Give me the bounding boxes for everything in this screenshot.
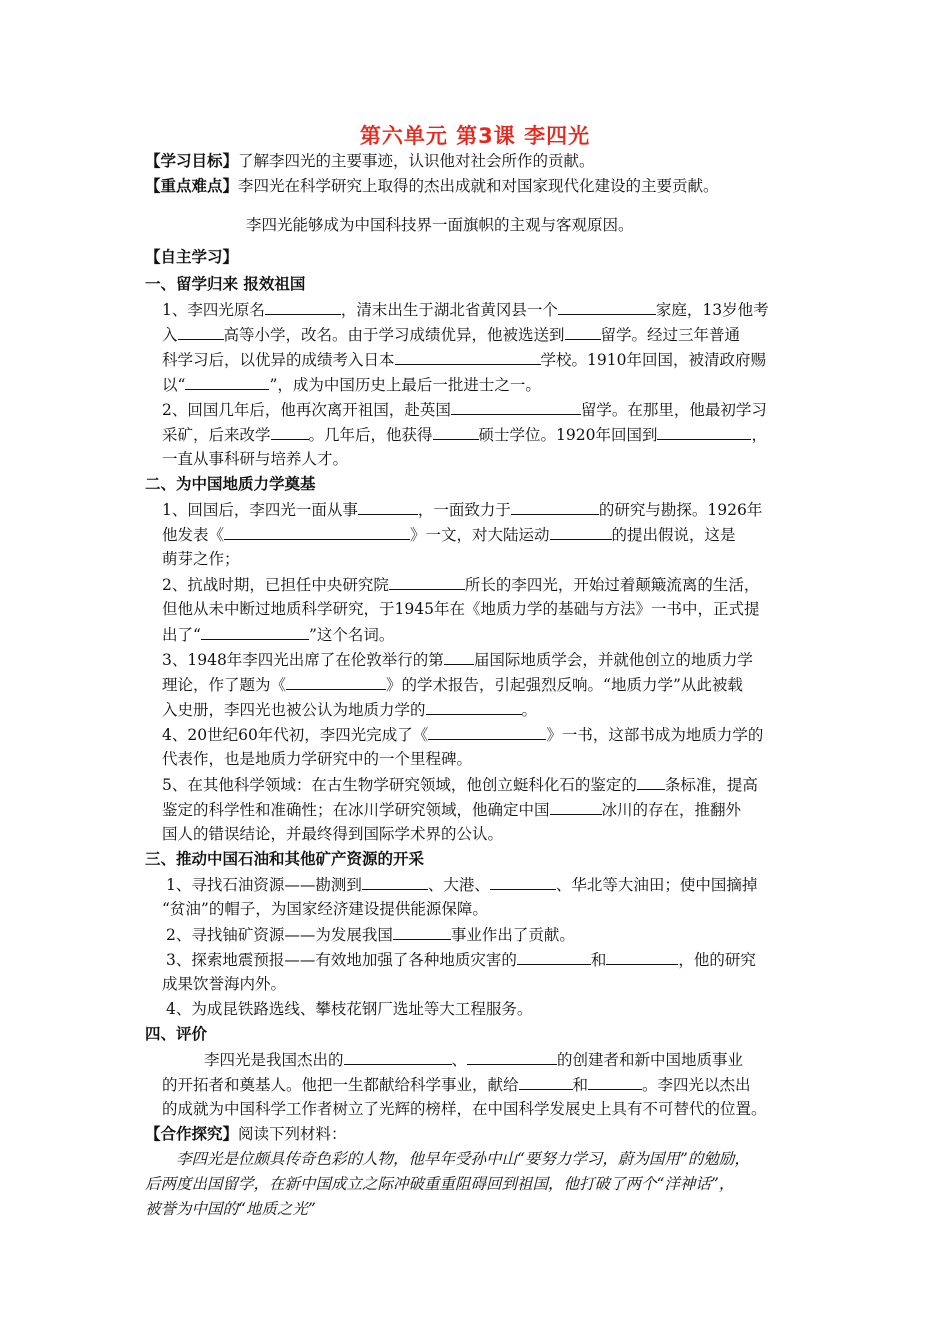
self-study-heading: 【自主学习】: [145, 248, 239, 266]
blank[interactable]: [657, 423, 751, 440]
blank[interactable]: [265, 298, 341, 315]
blank[interactable]: [511, 498, 599, 515]
s3-p2: 2、寻找铀矿资源——为发展我国 事业作出了贡献。: [166, 923, 575, 946]
page-title: 第六单元 第3课 李四光: [359, 124, 591, 148]
blank[interactable]: [519, 1073, 573, 1090]
blank[interactable]: [606, 948, 678, 965]
blank[interactable]: [178, 323, 224, 340]
blank[interactable]: [362, 873, 428, 890]
material-line3: 被誉为中国的“地质之光”: [145, 1200, 316, 1218]
s3-p3-line1: 3、探索地震预报——有效地加强了各种地质灾害的 和 ，他的研究: [166, 948, 756, 971]
blank[interactable]: [393, 923, 451, 940]
blank[interactable]: [428, 723, 546, 740]
blank[interactable]: [467, 1048, 557, 1065]
blank[interactable]: [451, 398, 581, 415]
section-4-heading: 四、评价: [145, 1025, 208, 1043]
blank[interactable]: [271, 423, 309, 440]
s4-p1-line2: 的开拓者和奠基人。他把一生都献给科学事业，献给 和 。李四光以杰出: [162, 1073, 751, 1096]
blank[interactable]: [389, 573, 465, 590]
blank[interactable]: [517, 948, 591, 965]
s4-p1-line1: 李四光是我国杰出的 、 的创建者和新中国地质事业: [204, 1048, 743, 1071]
s2-p1-line2: 他发表《 》一文，对大陆运动 的提出假说，这是: [162, 523, 736, 546]
s2-p5-line1: 5、在其他科学领域：在古生物学研究领域，他创立蜓科化石的鉴定的 条标准，提高: [162, 773, 758, 796]
blank[interactable]: [185, 373, 269, 390]
learning-goal: 【学习目标】了解李四光的主要事迹，认识他对社会所作的贡献。: [145, 152, 595, 170]
section-3-heading: 三、推动中国石油和其他矿产资源的开采: [145, 850, 425, 868]
s2-p3-line3: 入史册，李四光也被公认为地质力学的 。: [162, 698, 537, 721]
s2-p4-line1: 4、20世纪60年代初，李四光完成了《 》一书，这部书成为地质力学的: [162, 723, 763, 746]
key-difficulty: 【重点难点】李四光在科学研究上取得的杰出成就和对国家现代化建设的主要贡献。: [145, 177, 719, 195]
s2-p2-line1: 2、抗战时期，已担任中央研究院 所长的李四光，开始过着颠簸流离的生活，: [162, 573, 759, 596]
blank[interactable]: [224, 523, 410, 540]
section-1-heading: 一、留学归来 报效祖国: [145, 275, 306, 293]
s4-p1-line3: 的成就为中国科学工作者树立了光辉的榜样，在中国科学发展史上具有不可替代的位置。: [162, 1100, 767, 1118]
material-line1: 李四光是位颇具传奇色彩的人物，他早年受孙中山“要努力学习，蔚为国用”的勉励，: [176, 1150, 750, 1168]
blank[interactable]: [344, 1048, 452, 1065]
blank[interactable]: [550, 798, 602, 815]
blank[interactable]: [444, 648, 474, 665]
s2-p1-line1: 1、回国后，李四光一面从事 ，一面致力于 的研究与勘探。1926年: [162, 498, 762, 521]
s1-p1-line1: 1、李四光原名 ，清末出生于湖北省黄冈县一个 家庭，13岁他考: [162, 298, 769, 321]
s1-p2-line1: 2、回国几年后，他再次离开祖国，赴英国 留学。在那里，他最初学习: [162, 398, 767, 421]
blank[interactable]: [358, 498, 418, 515]
blank[interactable]: [395, 348, 541, 365]
blank[interactable]: [426, 698, 522, 715]
s1-p1-line4: 以“ ”，成为中国历史上最后一批进士之一。: [162, 373, 541, 396]
s3-p1-line1: 1、寻找石油资源——勘测到 、大港、 、华北等大油田；使中国摘掉: [166, 873, 757, 896]
coop-inquiry: 【合作探究】阅读下列材料：: [145, 1125, 347, 1143]
blank[interactable]: [550, 523, 612, 540]
s1-p1-line2: 入 高等小学，改名。由于学习成绩优异，他被选送到 留学。经过三年普通: [162, 323, 740, 346]
s2-p4-line2: 代表作，也是地质力学研究中的一个里程碑。: [162, 750, 473, 768]
blank[interactable]: [201, 623, 309, 640]
s2-p2-line2: 但他从未中断过地质科学研究，于1945年在《地质力学的基础与方法》一书中，正式提: [162, 600, 760, 618]
material-line2: 后两度出国留学，在新中国成立之际冲破重重阻碍回到祖国，他打破了两个“洋神话”，: [145, 1175, 735, 1193]
key-difficulty-2: 李四光能够成为中国科技界一面旗帜的主观与客观原因。: [246, 216, 634, 234]
section-2-heading: 二、为中国地质力学奠基: [145, 475, 316, 493]
s2-p3-line1: 3、1948年李四光出席了在伦敦举行的第 届国际地质学会，并就他创立的地质力学: [162, 648, 753, 671]
s2-p1-line3: 萌芽之作；: [162, 550, 240, 568]
s3-p3-line2: 成果饮誉海内外。: [162, 975, 287, 993]
blank[interactable]: [558, 298, 656, 315]
s2-p3-line2: 理论，作了题为《 》的学术报告，引起强烈反响。“地质力学”从此被载: [162, 673, 743, 696]
s3-p1-line2: “贫油”的帽子，为国家经济建设提供能源保障。: [162, 900, 488, 918]
s3-p4: 4、为成昆铁路选线、攀枝花钢厂选址等大工程服务。: [166, 1000, 533, 1018]
blank[interactable]: [588, 1073, 642, 1090]
blank[interactable]: [637, 773, 665, 790]
blank[interactable]: [565, 323, 601, 340]
blank[interactable]: [490, 873, 556, 890]
s2-p2-line3: 出了“ ”这个名词。: [162, 623, 394, 646]
s1-p2-line2: 采矿，后来改学 。几年后，他获得 硕士学位。1920年回国到 ，: [162, 423, 767, 446]
s1-p2-line3: 一直从事科研与培养人才。: [162, 450, 349, 468]
s2-p5-line2: 鉴定的科学性和准确性；在冰川学研究领域，他确定中国 冰川的存在，推翻外: [162, 798, 741, 821]
s2-p5-line3: 国人的错误结论，并最终得到国际学术界的公认。: [162, 825, 504, 843]
s1-p1-line3: 科学习后，以优异的成绩考入日本 学校。1910年回国，被清政府赐: [162, 348, 766, 371]
blank[interactable]: [433, 423, 479, 440]
blank[interactable]: [286, 673, 386, 690]
